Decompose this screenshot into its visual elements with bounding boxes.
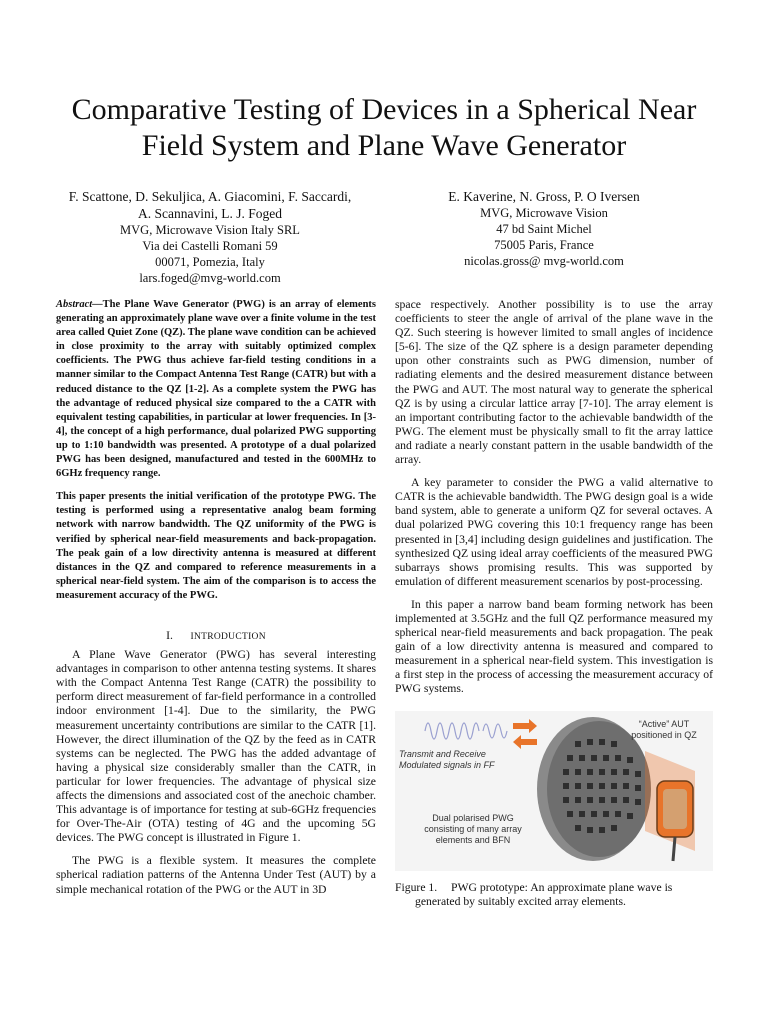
figure-label-dual-pwg: [413, 813, 533, 846]
affiliation: MVG, Microwave Vision: [480, 206, 608, 220]
author-names: A. Scannavini, L. J. Foged: [138, 206, 282, 221]
body-paragraph: A Plane Wave Generator (PWG) has several interesting advantages in comparison to other antenna testing systems. It shares with the Compact Antenna Test Range (CATR) the possibility to perform direct measurement of far-field performance in a controlled indoor environment [1-4]. Due to the similarity, the PWG measurement uncertainty contributions are similar to the CATR [1]. However, the direct illumination of the QZ by the feed as in CATR systems can be neglected. The PWG has the added advantage of having a physical size considerably smaller than the CATR, in particular for lower frequencies. The advantage of physical size affects the dimensions and associated cost of the anechoic chamber. This advantage is of importance for testing at sub-6GHz frequencies for Over-The-Air (OTA) testing of 4G and the upcoming 5G devices. The PWG concept is illustrated in Figure 1.: [56, 648, 376, 845]
address: 00071, Pomezia, Italy: [155, 255, 265, 269]
body-paragraph: In this paper a narrow band beam forming network has been implemented at 3.5GHz and the full QZ performance measured my spherical near-field measurements and back propagation. The peak gain of a low directivity antenna is measured and compared to measurement in a spherical near-field system. This investigation is a first step in the process of accessing the measurement accuracy of PWG systems.: [395, 597, 713, 696]
caption-text: PWG prototype: An approximate plane wave is: [451, 880, 673, 894]
section-title: INTRODUCTION: [190, 631, 266, 642]
affiliation: MVG, Microwave Vision Italy SRL: [120, 223, 300, 237]
figure-label: elements and BFN: [435, 834, 511, 845]
body-paragraph: A key parameter to consider the PWG a valid alternative to CATR is the achievable bandwidth. The PWG design goal is a wide band system, able to generate a uniform QZ for several octaves. A dual polarized PWG covering this 10:1 frequency range has been presented in [3,4] including design guidelines and justification. The synthesized QZ using ideal array coefficients of the measured PWG subarrays shows promising results. This was supported by emulation of different measurement scenarios by post-processing.: [395, 476, 713, 588]
figure-caption: [395, 881, 713, 909]
email: lars.foged@mvg-world.com: [139, 271, 281, 285]
body-paragraph: The PWG is a flexible system. It measures the complete spherical radiation patterns of the Antenna Under Test (AUT) by a simple mechanical rotation of the PWG or the AUT in 3D: [56, 854, 376, 896]
author-names: F. Scattone, D. Sekuljica, A. Giacomini, F. Saccardi,: [68, 189, 352, 204]
abstract-label: Abstract: [56, 299, 93, 310]
figure-label: Dual polarised PWG: [432, 812, 514, 823]
section-heading: [56, 629, 376, 644]
figure-label-transmit: [399, 749, 519, 771]
email: nicolas.gross@ mvg-world.com: [464, 254, 624, 268]
caption-text-line-2: generated by suitably excited array elements.: [415, 894, 626, 908]
right-column: [395, 298, 713, 909]
figure-label: Modulated signals in FF: [399, 759, 495, 770]
title-line-2: Field System and Plane Wave Generator: [141, 129, 627, 162]
abstract-text: —The Plane Wave Generator (PWG) is an array of elements generating an approximately plane wave over a finite volume in the test area called Quiet Zone (QZ). The plane wave condition can be achieved in close proximity to the array with suitably optimized complex coefficients. The PWG thus achieve far-field testing conditions in a manner similar to the Compact Antenna Test Range (CATR) but with a reduced distance to the QZ [1-2]. As a complete system the PWG has the advantage of reduced physical size compared to the a CATR with equivalent testing capabilities, in particular at lower frequencies. In [3-4], the concept of a high performance, dual polarized PWG supporting up to 1:10 bandwidth was presented. A prototype of a dual polarized PWG has been designed, manufactured and tested in the 600MHz to 6GHz frequency range.: [56, 299, 376, 480]
abstract-paragraph: [56, 298, 376, 481]
authors-right-block: [400, 188, 688, 269]
figure-label: positioned in QZ: [631, 729, 697, 740]
abstract-paragraph-2: This paper presents the initial verification of the prototype PWG. The testing is performed using a representative analog beam forming network with narrow bandwidth. The QZ uniformity of the PWG is verified by spherical near-field measurements and back-propagation. The peak gain of a low directivity antenna is measured at different distances in the QZ and compared to reference measurements in a spherical near-field system. The aim of the comparison is to access the measurement accuracy of the PWG.: [56, 491, 376, 601]
address: 75005 Paris, France: [494, 238, 594, 252]
address: 47 bd Saint Michel: [496, 222, 592, 236]
figure-label: Transmit and Receive: [399, 748, 486, 759]
figure-label: consisting of many array: [424, 823, 522, 834]
title-line-1: Comparative Testing of Devices in a Spherical Near: [71, 93, 697, 126]
left-column: [56, 298, 376, 906]
author-names: E. Kaverine, N. Gross, P. O Iversen: [448, 189, 640, 204]
address: Via dei Castelli Romani 59: [142, 239, 278, 253]
paper-title: [40, 92, 728, 164]
section-numeral: I.: [166, 628, 173, 642]
body-paragraph: space respectively. Another possibility is to use the array coefficients to steer the angle of arrival of the plane wave in the QZ. Such steering is however limited to small angles of incidence [5-6]. The size of the QZ sphere is a design parameter depending upon other constraints such as PWG dimension, number of radiating elements and the desired measurement distance between the PWG and AUT. The most natural way to generate the spherical QZ is by using a circular lattice array [7-10]. The array element is an important contributing factor to the achievable bandwidth of the PWG. The element must be physically small to fit the array lattice and radiate a nearly constant pattern in the usable bandwidth of the array.: [395, 298, 713, 467]
figure-label-active-aut: [619, 719, 709, 741]
authors-left-block: [40, 188, 380, 286]
caption-number: Figure 1.: [395, 880, 438, 894]
figure-label: “Active” AUT: [638, 718, 690, 729]
figure-1: [395, 711, 713, 871]
